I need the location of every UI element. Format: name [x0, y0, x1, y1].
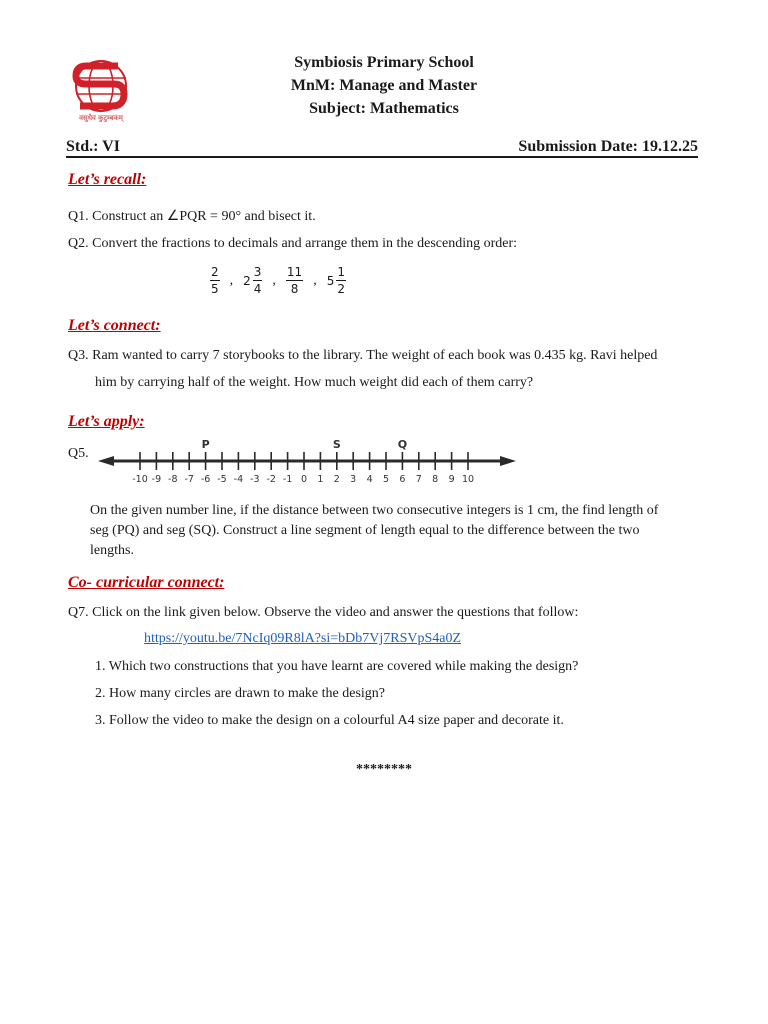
fraction-sep-2: ,	[272, 273, 276, 288]
fraction-1	[210, 266, 220, 296]
number-line-tick-label: -3	[250, 474, 260, 484]
fraction-4-whole: 5	[326, 274, 335, 288]
number-line-tick-label: -7	[184, 474, 194, 484]
number-line-tick-label: 10	[461, 474, 475, 484]
end-stars: ********	[356, 762, 412, 777]
program-name: MnM: Manage and Master	[290, 77, 478, 94]
number-line-tick-label: -2	[266, 474, 276, 484]
number-line-tick-label: 0	[300, 474, 308, 484]
question-q3-line2: him by carrying half of the weight. How much weight did each of them carry?	[95, 375, 534, 390]
right-arrow-icon	[500, 456, 516, 466]
fraction-2-den: 4	[253, 282, 262, 296]
heading-co-curricular: Co- curricular connect:	[68, 574, 225, 591]
fraction-2-whole: 2	[243, 274, 251, 288]
number-line-tick-label: 5	[382, 474, 390, 484]
number-line-tick-label: -1	[282, 474, 293, 484]
number-line-tick-label: 4	[366, 474, 373, 484]
point-label-p: P	[201, 438, 210, 451]
point-label-s: S	[332, 438, 341, 451]
point-label-q: Q	[397, 438, 408, 451]
fraction-3-den: 8	[290, 282, 299, 296]
fraction-sep-1: ,	[229, 273, 234, 288]
number-line-tick-label: -9	[151, 474, 162, 484]
fraction-4-num: 1	[337, 265, 345, 279]
fraction-2	[243, 266, 262, 296]
fraction-4	[327, 266, 346, 296]
heading-lets-recall: Let’s recall:	[68, 171, 147, 188]
header-rule	[66, 156, 698, 158]
fraction-list	[210, 262, 346, 300]
video-link[interactable]: https://youtu.be/7NcIq09R8lA?si=bDb7Vj7RSVpS4a0Z	[144, 631, 462, 646]
q7-item-2: 2. How many circles are drawn to make the design?	[95, 686, 386, 701]
number-line-tick-label: -8	[168, 474, 178, 484]
subject-name: Subject: Mathematics	[309, 100, 459, 117]
number-line-tick-label: 1	[317, 474, 324, 484]
heading-lets-apply: Let’s apply:	[68, 413, 145, 430]
number-line-tick-label: 2	[333, 474, 340, 484]
std-label: Std.: VI	[66, 138, 120, 155]
number-line-tick-label: 6	[399, 474, 406, 484]
left-arrow-icon	[98, 456, 114, 466]
question-q5-text-line1: On the given number line, if the distance between two consecutive integers is 1 cm, the find length of	[90, 503, 659, 518]
q7-item-1: 1. Which two constructions that you have learnt are covered while making the design?	[95, 659, 579, 674]
question-q1: Q1. Construct an ∠PQR = 90° and bisect it.	[68, 209, 316, 224]
number-line-tick-label: 9	[448, 474, 455, 484]
question-q7: Q7. Click on the link given below. Observe the video and answer the questions that follow:	[68, 605, 579, 620]
number-line-tick-label: -10	[132, 474, 148, 484]
question-q3-line1: Q3. Ram wanted to carry 7 storybooks to the library. The weight of each book was 0.435 kg. Ravi helped	[68, 348, 658, 363]
logo-motto: वसुधैव कुटुम्बकम्	[79, 114, 123, 122]
number-line-tick-label: 7	[415, 474, 422, 484]
question-q5-text-line2: seg (PQ) and seg (SQ). Construct a line segment of length equal to the difference between the two	[90, 523, 640, 538]
fraction-4-den: 2	[337, 282, 345, 296]
number-line-tick-label: 3	[350, 474, 357, 484]
school-name: Symbiosis Primary School	[294, 54, 474, 71]
number-line-tick-label: -4	[233, 474, 244, 484]
question-q2: Q2. Convert the fractions to decimals and arrange them in the descending order:	[68, 236, 518, 251]
fraction-1-den: 5	[211, 282, 219, 296]
fraction-2-num: 3	[253, 265, 262, 279]
heading-lets-connect: Let’s connect:	[68, 317, 161, 334]
number-line-tick-label: -6	[200, 474, 211, 484]
number-line	[96, 434, 520, 484]
number-line-tick-label: -5	[217, 474, 227, 484]
q7-item-3: 3. Follow the video to make the design on a colourful A4 size paper and decorate it.	[95, 713, 564, 728]
fraction-3-num: 11	[286, 265, 303, 279]
fraction-1-num: 2	[211, 265, 219, 279]
fraction-sep-3: ,	[313, 273, 317, 288]
fraction-3	[286, 266, 303, 296]
question-q5-text-line3: lengths.	[90, 543, 134, 558]
submission-date: Submission Date: 19.12.25	[518, 138, 698, 155]
number-line-tick-label: 8	[432, 474, 439, 484]
question-q5-label: Q5.	[68, 446, 89, 461]
